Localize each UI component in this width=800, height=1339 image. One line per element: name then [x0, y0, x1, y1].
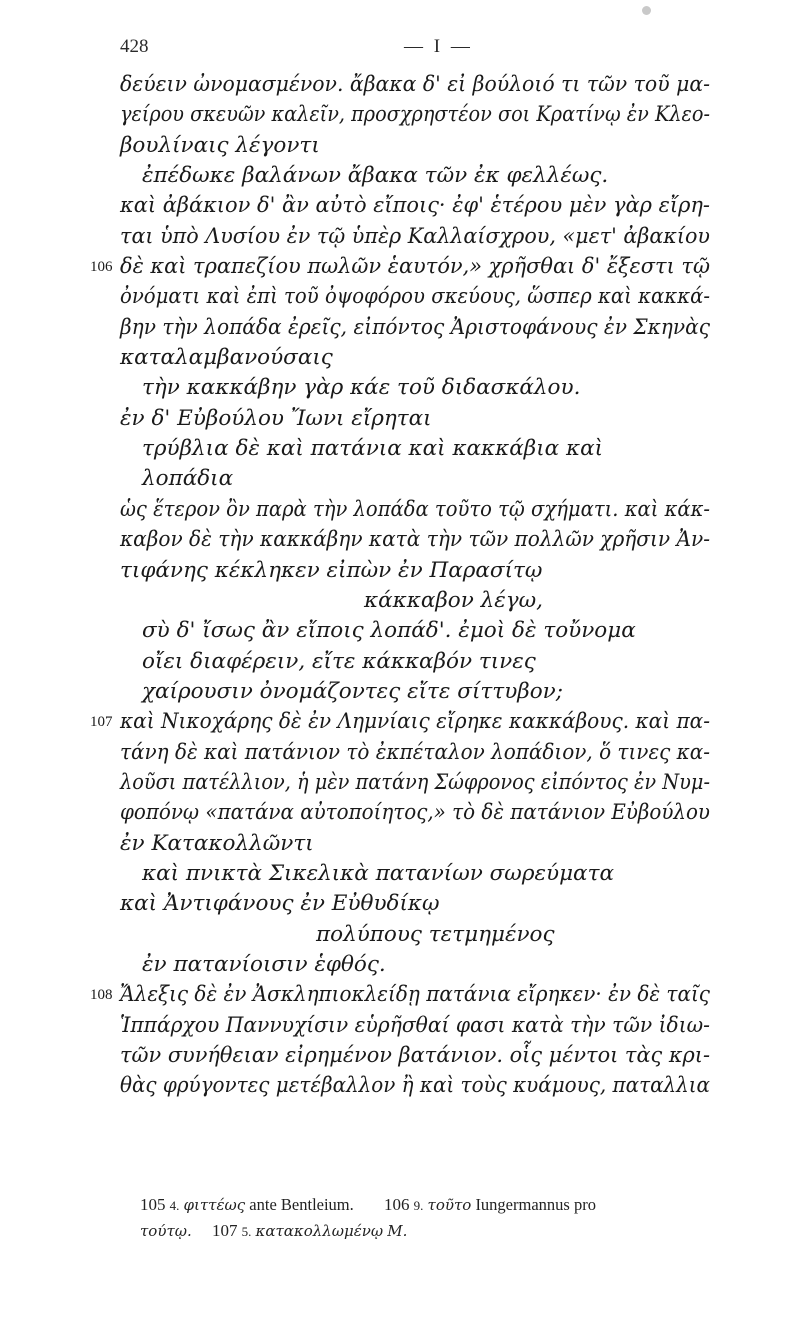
- text-line: [120, 282, 710, 312]
- text-line: [120, 677, 710, 707]
- line-text: καὶ Νικοχάρης δὲ ἐν Λημνίαις εἴρηκε κακκάβους. καὶ πα-: [120, 709, 710, 735]
- text-line: [90, 707, 710, 737]
- line-text: ὡς ἕτερον ὂν παρὰ τὴν λοπάδα τοῦτο τῷ σχήματι. καὶ κάκ-: [120, 496, 710, 522]
- line-text: καβον δὲ τὴν κακκάβην κατὰ τὴν τῶν πολλῶν χρῆσιν Ἀν-: [120, 527, 710, 553]
- page-header: [120, 36, 700, 66]
- text-line: [120, 373, 710, 403]
- footnote-number: 105: [140, 1195, 166, 1214]
- line-text: τάνη δὲ καὶ πατάνιον τὸ ἐκπέταλον λοπάδιον, ὅ τινες κα-: [120, 739, 710, 765]
- line-text: θὰς φρύγοντες μετέβαλλον ἢ καὶ τοὺς κυάμους, παταλλια: [120, 1073, 710, 1099]
- line-text: τρύβλια δὲ καὶ πατάνια καὶ κακκάβια καὶ: [142, 436, 604, 462]
- text-line: [120, 616, 710, 646]
- footnote-greek: φιττέως: [183, 1196, 246, 1214]
- text-line: [120, 525, 710, 555]
- footnote-line: [140, 1192, 710, 1218]
- text-line: [120, 313, 710, 343]
- text-line: [120, 464, 710, 494]
- text-line: [120, 586, 710, 616]
- line-text: χαίρουσιν ὀνομάζοντες εἴτε σίττυβον;: [142, 678, 563, 704]
- line-text: οἴει διαφέρειν, εἴτε κάκκαβόν τινες: [142, 648, 536, 674]
- line-text: κάκκαβον λέγω,: [364, 587, 543, 613]
- text-line: [120, 1071, 710, 1101]
- page-number: 428: [120, 36, 149, 57]
- line-text: ἐν πατανίοισιν ἑφθός.: [142, 951, 386, 977]
- line-text: λοῦσι πατέλλιον, ἡ μὲν πατάνη Σώφρονος εἰπόντος ἐν Νυμ-: [120, 769, 710, 795]
- text-line: [120, 859, 710, 889]
- line-text: ἐν Κατακολλῶντι: [120, 830, 314, 856]
- text-line: [120, 161, 710, 191]
- text-line: [120, 1011, 710, 1041]
- text-line: [90, 980, 710, 1010]
- line-text: πολύπους τετμημένος: [316, 921, 555, 947]
- text-line: [120, 829, 710, 859]
- line-text: τῶν συνήθειαν εἰρημένον βατάνιον. οἷς μέντοι τὰς κρι-: [120, 1043, 710, 1068]
- footnote-greek: τοῦτο: [427, 1196, 472, 1214]
- line-text: ἐπέδωκε βαλάνων ἄβακα τῶν ἐκ φελλέως.: [142, 163, 609, 189]
- text-line: [90, 252, 710, 282]
- text-line: [120, 434, 710, 464]
- footnote-greek: κατακολλωμένῳ: [255, 1222, 384, 1240]
- text-line: [120, 222, 710, 252]
- line-text: βην τὴν λοπάδα ἐρεῖς, εἰπόντος Ἀριστοφάνους ἐν Σκηνὰς: [120, 314, 710, 340]
- footnote-ref: 9.: [413, 1198, 424, 1213]
- footnote-ref: 4.: [169, 1198, 180, 1213]
- text-line: [120, 495, 710, 525]
- footnote-number: 107: [212, 1221, 238, 1240]
- line-text: καὶ Ἀντιφάνους ἐν Εὐθυδίκῳ: [120, 891, 440, 917]
- line-text: σὺ δ' ἴσως ἂν εἴποις λοπάδ'. ἐμοὶ δὲ τοὔνομα: [142, 618, 636, 644]
- line-text: ὀνόματι καὶ ἐπὶ τοῦ ὀψοφόρου σκεύους, ὥσπερ καὶ κακκά-: [120, 284, 710, 310]
- text-line: [120, 1041, 710, 1071]
- signature-mark: — I —: [404, 36, 473, 57]
- text-line: [120, 647, 710, 677]
- line-text: τιφάνης κέκληκεν εἰπὼν ἐν Παρασίτῳ: [120, 557, 543, 583]
- line-text: καταλαμβανούσαις: [120, 345, 333, 371]
- footnotes: [140, 1192, 710, 1244]
- text-line: [120, 889, 710, 919]
- footnote-line: [140, 1218, 710, 1244]
- line-text: δὲ καὶ τραπεζίου πωλῶν ἑαυτόν,» χρῆσθαι δ' ἔξεστι τῷ: [120, 254, 710, 280]
- ink-spot: [642, 6, 651, 15]
- text-line: [120, 950, 710, 980]
- text-line: [120, 343, 710, 373]
- text-line: [120, 738, 710, 768]
- margin-section-number: 107: [90, 714, 113, 731]
- margin-section-number: 106: [90, 259, 113, 276]
- footnote-greek: τούτῳ.: [140, 1222, 192, 1240]
- footnote-text: Iungermannus pro: [475, 1195, 596, 1214]
- main-text: [90, 70, 710, 1102]
- margin-section-number: 108: [90, 987, 113, 1004]
- footnote-ref: 5.: [241, 1224, 252, 1239]
- footnote-text: M.: [387, 1222, 408, 1240]
- line-text: καὶ ἀβάκιον δ' ἂν αὐτὸ εἴποις· ἐφ' ἑτέρου μὲν γὰρ εἴρη-: [120, 193, 710, 219]
- text-line: [120, 404, 710, 434]
- text-line: [120, 100, 710, 130]
- line-text: ται ὑπὸ Λυσίου ἐν τῷ ὑπὲρ Καλλαίσχρου, «μετ' ἀβακίου: [120, 223, 710, 249]
- line-text: τὴν κακκάβην γὰρ κάε τοῦ διδασκάλου.: [142, 375, 581, 401]
- line-text: λοπάδια: [142, 466, 234, 492]
- text-line: [120, 70, 710, 100]
- footnote-text: ante Bentleium.: [249, 1195, 354, 1214]
- text-line: [120, 131, 710, 161]
- line-text: Ἄλεξις δὲ ἐν Ἀσκληπιοκλείδῃ πατάνια εἴρηκεν· ἐν δὲ ταῖς: [120, 982, 710, 1008]
- text-line: [120, 798, 710, 828]
- line-text: ἐν δ' Εὐβούλου Ἴωνι εἴρηται: [120, 405, 432, 431]
- line-text: φοπόνῳ «πατάνα αὐτοποίητος,» τὸ δὲ πατάνιον Εὐβούλου: [120, 800, 710, 826]
- text-line: [120, 768, 710, 798]
- footnote-number: 106: [384, 1195, 410, 1214]
- text-line: [120, 920, 710, 950]
- text-line: [120, 556, 710, 586]
- line-text: Ἱππάρχου Παννυχίσιν εὑρῆσθαί φασι κατὰ τὴν τῶν ἰδιω-: [120, 1012, 710, 1038]
- line-text: καὶ πνικτὰ Σικελικὰ πατανίων σωρεύματα: [142, 860, 614, 886]
- text-line: [120, 191, 710, 221]
- line-text: βουλίναις λέγοντι: [120, 132, 320, 158]
- line-text: γείρου σκευῶν καλεῖν, προσχρηστέον σοι Κρατίνῳ ἐν Κλεο-: [120, 102, 710, 128]
- line-text: δεύειν ὠνομασμένον. ἄβακα δ' εἰ βούλοιό τι τῶν τοῦ μα-: [120, 72, 710, 97]
